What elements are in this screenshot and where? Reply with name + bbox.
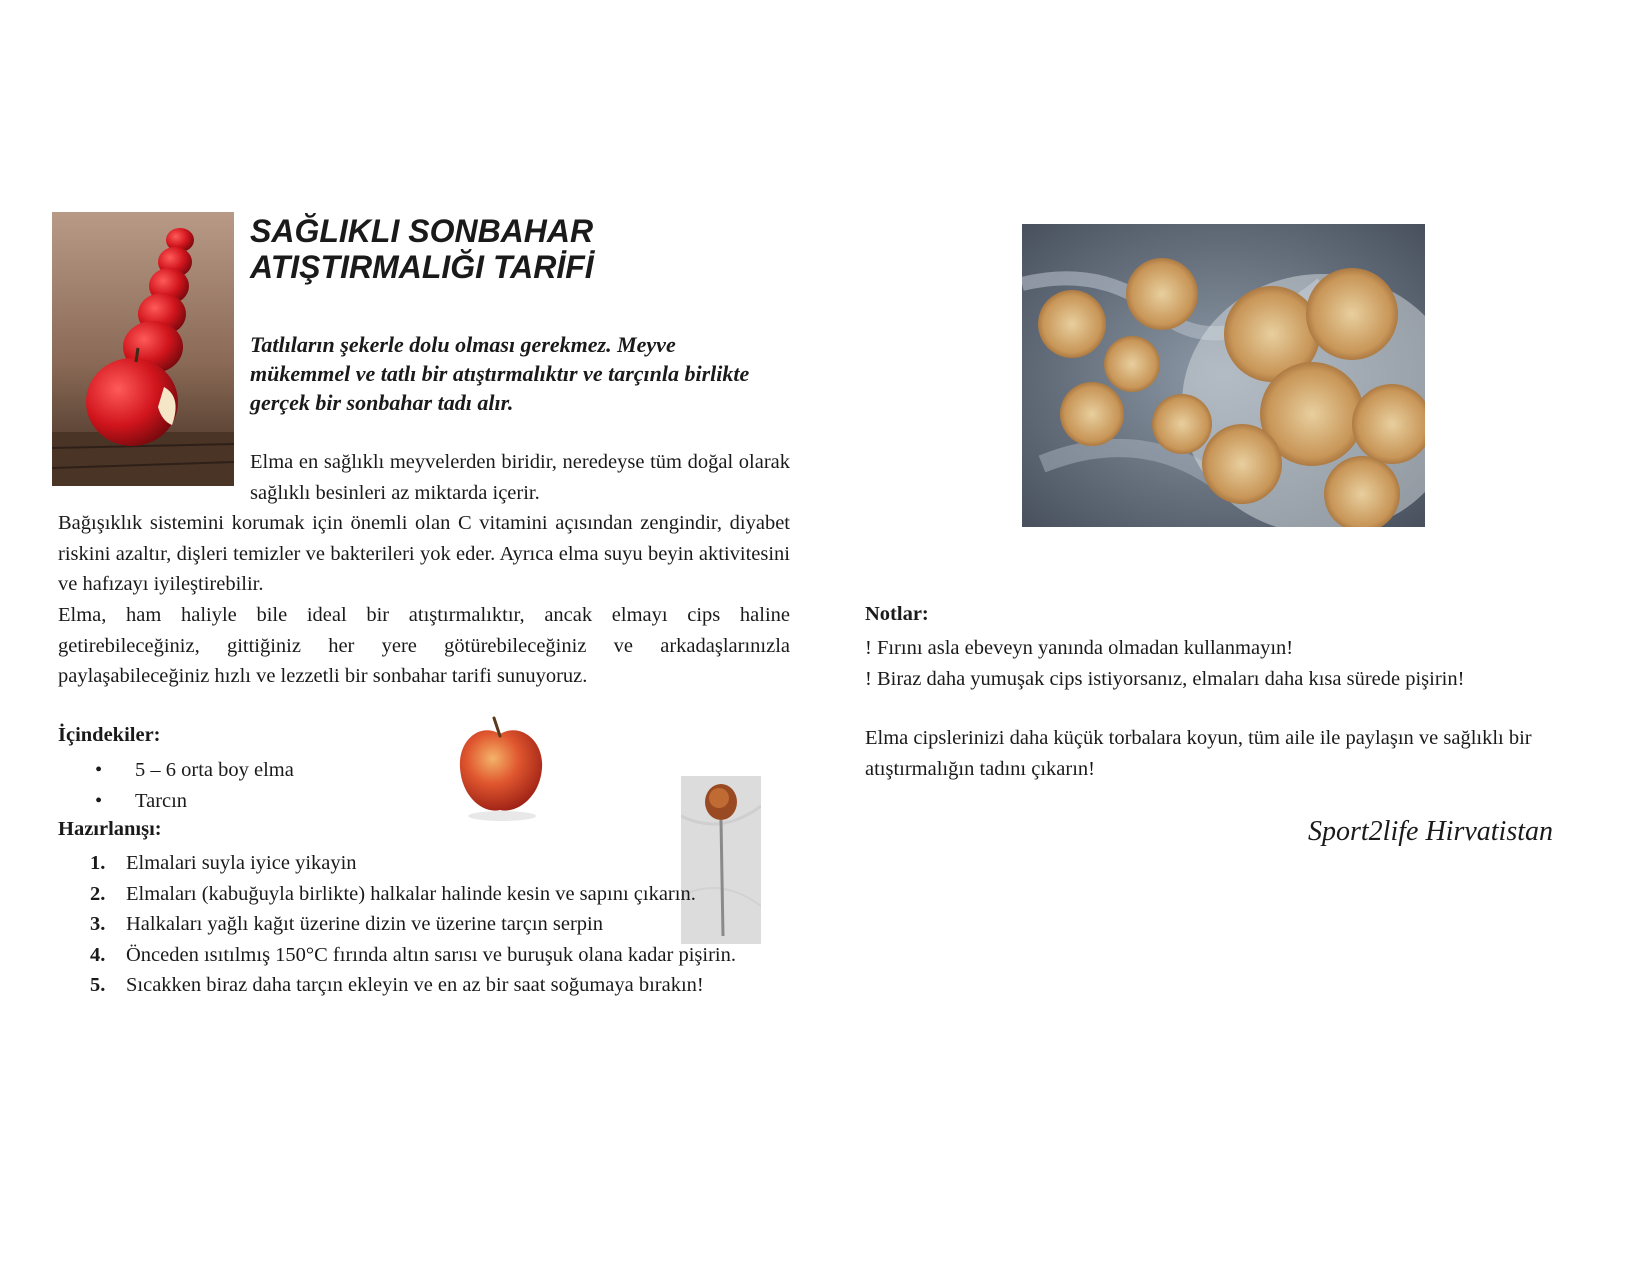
- ingredient-text: 5 – 6 orta boy elma: [135, 759, 294, 781]
- step-text: Elmalari suyla iyice yikayin: [126, 852, 357, 874]
- signature: Sport2life Hirvatistan: [1308, 816, 1553, 847]
- step-number: 3.: [90, 913, 106, 935]
- note-line: ! Fırını asla ebeveyn yanında olmadan kullanmayın!: [865, 637, 1294, 659]
- bullet-icon: •: [95, 790, 103, 812]
- step-number: 5.: [90, 974, 106, 996]
- step-text: Sıcakken biraz daha tarçın ekleyin ve en az bir saat soğumaya bırakın!: [126, 974, 704, 996]
- ingredients-list: [95, 755, 294, 817]
- list-item: [58, 970, 790, 1001]
- notes-list: [865, 633, 1600, 694]
- body-rest: Bağışıklık sistemini korumak için önemli olan C vitamini açısından zengindir, diyabet riskini azaltır, dişleri temizler ve bakterileri yok eder. Ayrıca elma suyu beyin aktivitesini ve hafızayı iyileştirebilir.: [58, 512, 790, 595]
- recipe-title: [250, 213, 770, 285]
- title-line-1: SAĞLIKLI SONBAHAR: [250, 213, 594, 249]
- ingredients-heading: İçindekiler:: [58, 724, 161, 746]
- title-line-2: ATIŞTIRMALIĞI TARİFİ: [250, 249, 594, 285]
- body-paragraph-2: Elma, ham haliyle bile ideal bir atıştırmalıktır, ancak elmayı cips haline getirebileceğiniz, gittiğiniz her yere götürebileceğiniz ve arkadaşlarınızla paylaşabileceğiniz hızlı ve lezzetli bir sonbahar tarifi sunuyoruz.: [58, 604, 790, 687]
- body-paragraph-1: [58, 447, 790, 600]
- list-item: [58, 848, 726, 879]
- step-text: Halkaları yağlı kağıt üzerine dizin ve üzerine tarçın serpin: [126, 913, 603, 935]
- note-line: ! Biraz daha yumuşak cips istiyorsanız, elmaları daha kısa sürede pişirin!: [865, 667, 1465, 690]
- list-item: [95, 755, 294, 786]
- apples-row-photo: [52, 212, 234, 486]
- step-text: Önceden ısıtılmış 150°C fırında altın sarısı ve buruşuk olana kadar pişirin.: [126, 943, 736, 966]
- step-text: Elmaları (kabuğuyla birlikte) halkalar halinde kesin ve sapını çıkarın.: [126, 882, 696, 905]
- body-first-line: Elma en sağlıklı meyvelerden biridir, neredeyse tüm doğal olarak sağlıklı besinleri az miktarda içerir.: [250, 451, 790, 504]
- step-number: 4.: [90, 943, 106, 966]
- bullet-icon: •: [95, 759, 103, 781]
- step-number: 2.: [90, 882, 106, 905]
- preparation-heading: Hazırlanışı:: [58, 818, 162, 840]
- list-item: [58, 940, 790, 971]
- ingredient-text: Tarcın: [135, 790, 188, 812]
- apple-chips-photo: [1022, 224, 1425, 527]
- intro-paragraph: Tatlıların şekerle dolu olması gerekmez. Meyve mükemmel ve tatlı bir atıştırmalıktır ve tarçınla birlikte gerçek bir sonbahar tadı alır.: [250, 332, 750, 415]
- step-number: 1.: [90, 852, 106, 874]
- list-item: [95, 786, 294, 817]
- list-item: [58, 909, 726, 940]
- notes-heading: Notlar:: [865, 603, 929, 625]
- closing-paragraph: Elma cipslerinizi daha küçük torbalara koyun, tüm aile ile paylaşın ve sağlıklı bir atıştırmalığın tadını çıkarın!: [865, 727, 1532, 780]
- list-item: [58, 879, 726, 910]
- apple-photo: [450, 712, 550, 824]
- preparation-steps: [58, 848, 790, 1001]
